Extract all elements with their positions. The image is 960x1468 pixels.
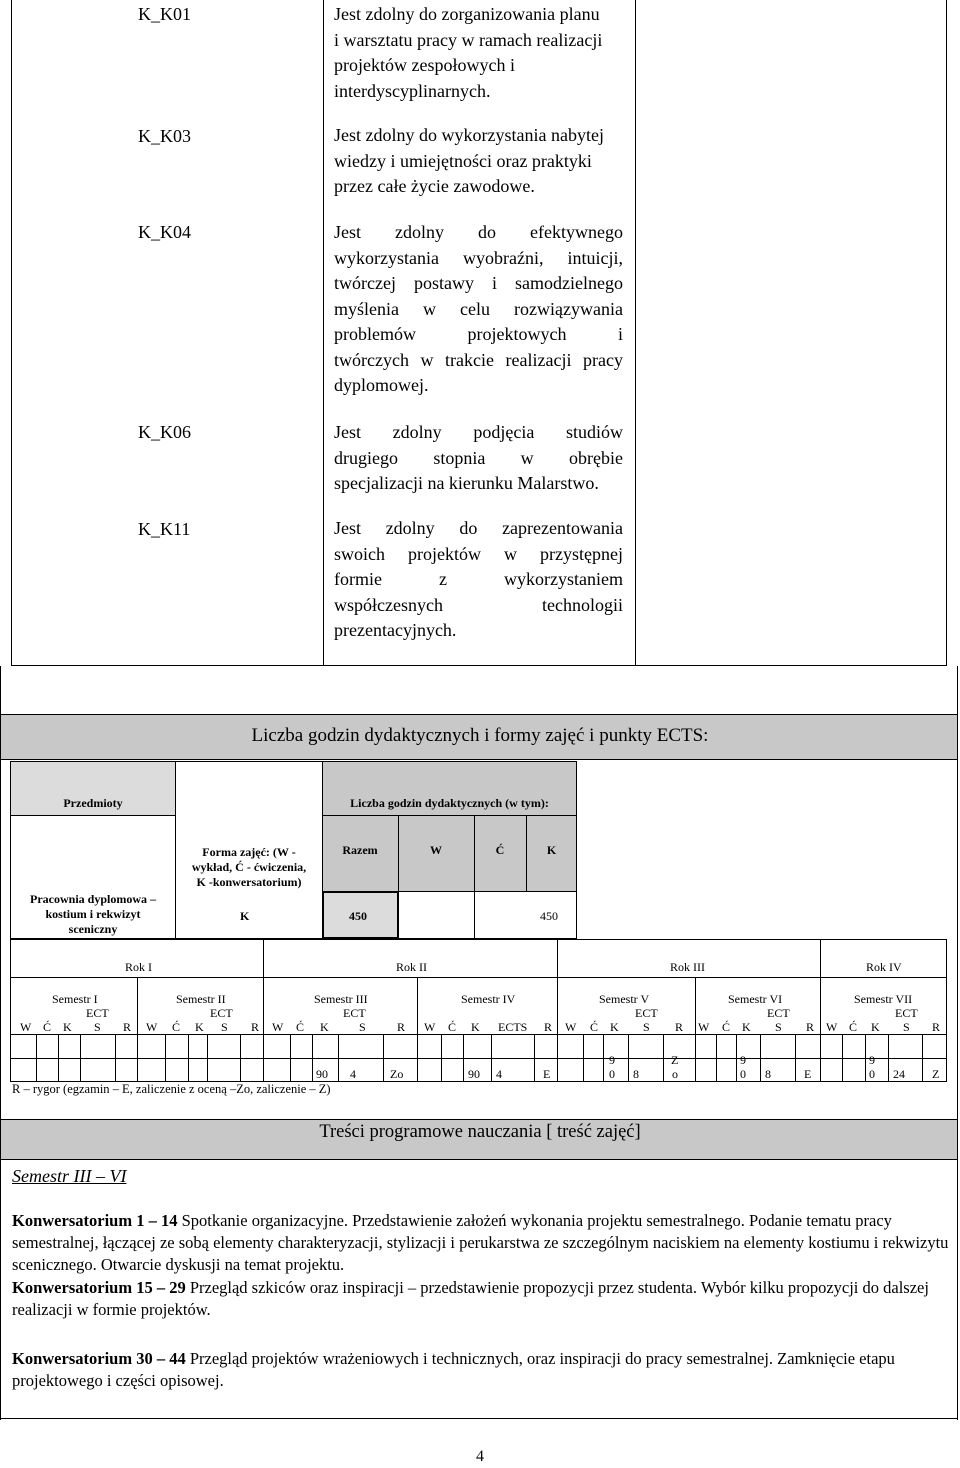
col-w: W xyxy=(430,843,442,857)
competency-code: K_K04 xyxy=(138,222,191,242)
col-header: Ć xyxy=(172,1020,181,1034)
semester-label: Semestr IV xyxy=(461,992,516,1006)
col-header: S xyxy=(775,1020,782,1034)
col-header: ECT xyxy=(895,1006,918,1020)
sem-value: Z xyxy=(671,1053,679,1067)
subject-name: Pracownia dyplomowa – kostium i rekwizyt sceniczny xyxy=(30,892,156,936)
sem-value: 24 xyxy=(893,1067,905,1081)
col-header: K xyxy=(610,1020,619,1034)
col-header: K xyxy=(63,1020,72,1034)
col-header: S xyxy=(221,1020,228,1034)
k-value: 450 xyxy=(540,909,558,923)
sem-value: 0 xyxy=(609,1067,615,1081)
col-header: Ć xyxy=(43,1020,52,1034)
col-k: K xyxy=(546,843,557,857)
col-header: Ć xyxy=(722,1020,731,1034)
year-label: Rok II xyxy=(396,960,427,974)
col-header: R xyxy=(932,1020,941,1034)
col-razem: Razem xyxy=(342,843,378,857)
competency-code: K_K03 xyxy=(138,126,191,146)
col-header: S xyxy=(359,1020,366,1034)
col-header: W xyxy=(826,1020,838,1034)
competency-description: Jest zdolny do efektywnego wykorzystania wyobraźni, intuicji, twórczej postawy i samodzielnego myślenia w celu rozwiązywania problemów projektowych i twórczych w trakcie realizacji pracy dyplomowej. xyxy=(334,222,623,395)
sem-value: 90 xyxy=(468,1067,480,1081)
year-label: Rok III xyxy=(670,960,705,974)
year-label: Rok I xyxy=(125,960,152,974)
content-title-bar xyxy=(0,1119,958,1160)
col-header: Ć xyxy=(448,1020,457,1034)
col-header: W xyxy=(146,1020,158,1034)
col-header: ECT xyxy=(767,1006,790,1020)
sem-value: E xyxy=(543,1067,551,1081)
year-label: Rok IV xyxy=(866,960,902,974)
semester-label: Semestr VI xyxy=(728,992,783,1006)
col-header: ECTS xyxy=(498,1020,528,1034)
col-header: Ć xyxy=(296,1020,305,1034)
competency-code: K_K06 xyxy=(138,422,191,442)
sem-value: 90 xyxy=(316,1067,328,1081)
col-header: ECT xyxy=(635,1006,658,1020)
col-header: R xyxy=(675,1020,684,1034)
col-header: ECT xyxy=(343,1006,366,1020)
content-paragraph: Konwersatorium 15 – 29 Przegląd szkiców oraz inspiracji – przedstawienie propozycji przez studenta. Wybór kilku propozycji do dalszej realizacji w formie projektów. xyxy=(12,1278,929,1319)
hours-title: Liczba godzin dydaktycznych i formy zajęć i punkty ECTS: xyxy=(251,725,709,746)
sem-value: 0 xyxy=(869,1067,875,1081)
col-header: R xyxy=(397,1020,406,1034)
semester-label: Semestr II xyxy=(176,992,226,1006)
col-header: R xyxy=(806,1020,815,1034)
semester-label: Semestr III xyxy=(314,992,368,1006)
content-paragraph: Konwersatorium 30 – 44 Przegląd projektów wrażeniowych i technicznych, oraz inspiracji do pracy semestralnej. Zamknięcie etapu projektowego i części opisowej. xyxy=(12,1349,895,1390)
razem-value: 450 xyxy=(349,909,367,923)
col-header: K xyxy=(195,1020,204,1034)
competency-code: K_K01 xyxy=(138,4,191,24)
col-header: W xyxy=(565,1020,577,1034)
col-header: S xyxy=(903,1020,910,1034)
col-header: S xyxy=(94,1020,101,1034)
competency-code: K_K11 xyxy=(138,519,191,539)
hours-title-bar xyxy=(0,714,958,760)
semester-label: Semestr VII xyxy=(854,992,913,1006)
col-header: W xyxy=(272,1020,284,1034)
sem-value: 8 xyxy=(633,1067,639,1081)
sem-value: Z xyxy=(932,1067,940,1081)
col-header: W xyxy=(424,1020,436,1034)
col-header: W xyxy=(698,1020,710,1034)
form-value: K xyxy=(240,909,250,923)
liczba-header: Liczba godzin dydaktycznych (w tym): xyxy=(350,796,549,810)
competency-description: Jest zdolny podjęcia studiów drugiego stopnia w obrębie specjalizacji na kierunku Malarstwo. xyxy=(334,422,623,493)
col-c: Ć xyxy=(495,843,505,857)
rygor-legend: R – rygor (egzamin – E, zaliczenie z oceną –Zo, zaliczenie – Z) xyxy=(12,1082,331,1096)
semester-label: Semestr I xyxy=(52,992,98,1006)
col-header: K xyxy=(471,1020,480,1034)
competency-description: Jest zdolny do wykorzystania nabytej wiedzy i umiejętności oraz praktyki przez całe życie zawodowe. xyxy=(334,125,604,196)
semester-range-label: Semestr III – VI xyxy=(12,1166,127,1186)
sem-value: 9 xyxy=(740,1053,746,1067)
forma-zajec-label: Forma zajęć: (W - wykład, Ć - ćwiczenia, K -konwersatorium) xyxy=(191,845,307,889)
sem-value: 8 xyxy=(765,1067,771,1081)
col-header: R xyxy=(123,1020,132,1034)
przedmioty-header: Przedmioty xyxy=(63,796,123,810)
content-paragraph: Konwersatorium 1 – 14 Spotkanie organizacyjne. Przedstawienie założeń wykonania projektu semestralnego. Podanie tematu pracy semestralnej, łączącej ze sobą elementy charakteryzacji, stylizacji i perukarstwa ze szczególnym naciskiem na elementy kostiumu i rekwizytu scenicznego. Otwarcie dyskusji na temat projektu. xyxy=(12,1211,949,1274)
sem-value: E xyxy=(804,1067,812,1081)
col-header: K xyxy=(742,1020,751,1034)
competency-description: Jest zdolny do zorganizowania planu i warsztatu pracy w ramach realizacji projektów zespołowych i interdyscyplinarnych. xyxy=(334,4,603,101)
sem-value: Zo xyxy=(390,1067,404,1081)
col-header: K xyxy=(871,1020,880,1034)
sem-value: 9 xyxy=(869,1053,875,1067)
content-title: Treści programowe nauczania [ treść zajęć] xyxy=(319,1122,641,1142)
col-header: Ć xyxy=(590,1020,599,1034)
col-header: R xyxy=(544,1020,553,1034)
col-header: Ć xyxy=(849,1020,858,1034)
sem-value: 4 xyxy=(496,1067,502,1081)
page-number: 4 xyxy=(476,1448,484,1465)
sem-value: o xyxy=(672,1067,678,1081)
col-header: R xyxy=(251,1020,260,1034)
sem-value: 0 xyxy=(740,1067,746,1081)
sem-value: 4 xyxy=(350,1067,356,1081)
col-header: W xyxy=(20,1020,32,1034)
col-header: ECT xyxy=(86,1006,109,1020)
semester-label: Semestr V xyxy=(599,992,650,1006)
col-header: K xyxy=(320,1020,329,1034)
competency-description: Jest zdolny do zaprezentowania swoich projektów w przystępnej formie z wykorzystaniem współczesnych technologii prezentacyjnych. xyxy=(334,518,623,640)
sem-value: 9 xyxy=(609,1053,615,1067)
col-header: S xyxy=(643,1020,650,1034)
col-header: ECT xyxy=(210,1006,233,1020)
